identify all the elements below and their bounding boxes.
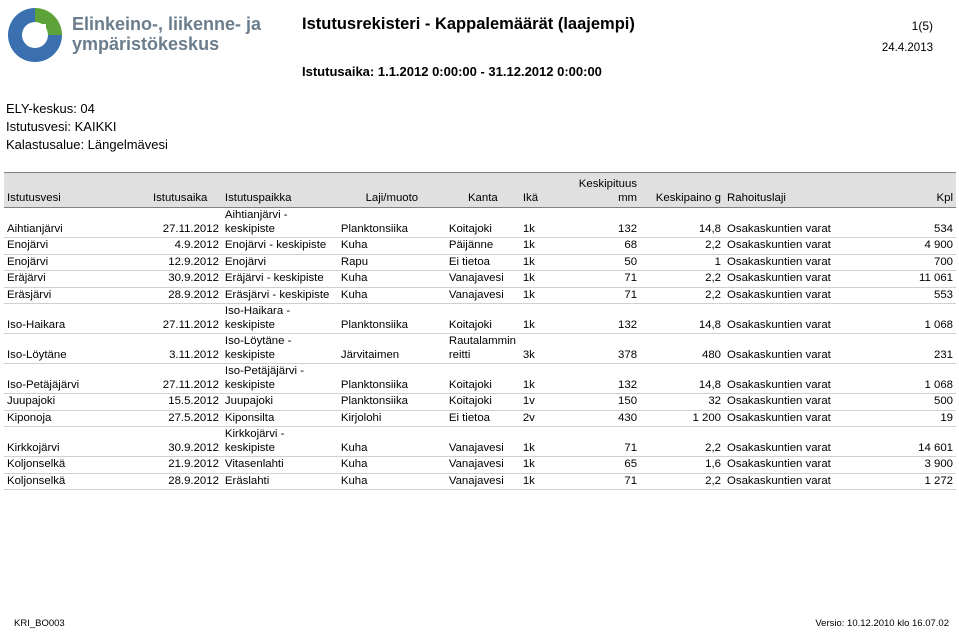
cell-istutuspaikka: Eräjärvi - keskipiste	[222, 271, 338, 288]
table-row	[4, 473, 956, 490]
cell-rahoituslaji: Osakaskuntien varat	[724, 208, 874, 238]
cell-keskipituus: 71	[576, 473, 640, 490]
cell-istutuspaikka: Iso-Haikara - keskipiste	[222, 304, 338, 334]
col-header-kanta: Kanta	[446, 173, 520, 208]
cell-kpl: 1 068	[874, 304, 956, 334]
table-header-row	[4, 173, 956, 208]
cell-istutusvesi: Koljonselkä	[4, 457, 150, 474]
cell-kanta: Päijänne	[446, 238, 520, 255]
cell-keskipaino: 14,8	[640, 364, 724, 394]
cell-rahoituslaji: Osakaskuntien varat	[724, 271, 874, 288]
table-row	[4, 334, 956, 364]
cell-keskipituus: 132	[576, 304, 640, 334]
cell-istutusaika: 30.9.2012	[150, 271, 222, 288]
cell-ika: 1v	[520, 394, 576, 411]
cell-kanta: Koitajoki	[446, 364, 520, 394]
cell-keskipituus: 65	[576, 457, 640, 474]
cell-keskipituus: 71	[576, 287, 640, 304]
cell-kpl: 1 272	[874, 473, 956, 490]
cell-kpl: 14 601	[874, 427, 956, 457]
cell-ika: 1k	[520, 271, 576, 288]
cell-istutusaika: 27.11.2012	[150, 304, 222, 334]
cell-kanta: Vanajavesi	[446, 457, 520, 474]
cell-kanta: Koitajoki	[446, 394, 520, 411]
cell-rahoituslaji: Osakaskuntien varat	[724, 287, 874, 304]
cell-rahoituslaji: Osakaskuntien varat	[724, 238, 874, 255]
cell-istutuspaikka: Eräsjärvi - keskipiste	[222, 287, 338, 304]
filter-ely: ELY-keskus: 04	[6, 101, 95, 116]
cell-keskipituus: 71	[576, 271, 640, 288]
cell-kpl: 553	[874, 287, 956, 304]
cell-keskipituus: 378	[576, 334, 640, 364]
cell-istutusvesi: Enojärvi	[4, 238, 150, 255]
report-title: Istutusrekisteri - Kappalemäärät (laajempi)	[302, 15, 635, 33]
cell-istutusaika: 27.11.2012	[150, 208, 222, 238]
table-row	[4, 364, 956, 394]
cell-laji: Planktonsiika	[338, 304, 446, 334]
table-row	[4, 238, 956, 255]
cell-istutusaika: 28.9.2012	[150, 473, 222, 490]
table-row	[4, 271, 956, 288]
cell-istutuspaikka: Kirkkojärvi - keskipiste	[222, 427, 338, 457]
cell-rahoituslaji: Osakaskuntien varat	[724, 394, 874, 411]
cell-istutusvesi: Koljonselkä	[4, 473, 150, 490]
cell-kanta: Rautalammin reitti	[446, 334, 520, 364]
cell-keskipaino: 1 200	[640, 410, 724, 427]
cell-ika: 1k	[520, 287, 576, 304]
cell-kpl: 700	[874, 254, 956, 271]
cell-istutusvesi: Aihtianjärvi	[4, 208, 150, 238]
ely-logo	[4, 4, 262, 66]
cell-istutuspaikka: Eräslahti	[222, 473, 338, 490]
cell-istutusvesi: Kirkkojärvi	[4, 427, 150, 457]
cell-kpl: 11 061	[874, 271, 956, 288]
col-header-ika: Ikä	[520, 173, 576, 208]
table-row	[4, 208, 956, 238]
cell-laji: Rapu	[338, 254, 446, 271]
cell-laji: Planktonsiika	[338, 364, 446, 394]
cell-kpl: 534	[874, 208, 956, 238]
cell-keskipaino: 14,8	[640, 208, 724, 238]
logo-line-1: Elinkeino-, liikenne- ja	[72, 14, 262, 34]
cell-kanta: Vanajavesi	[446, 427, 520, 457]
cell-istutusaika: 30.9.2012	[150, 427, 222, 457]
cell-istutusaika: 21.9.2012	[150, 457, 222, 474]
cell-rahoituslaji: Osakaskuntien varat	[724, 364, 874, 394]
cell-keskipituus: 430	[576, 410, 640, 427]
cell-kpl: 1 068	[874, 364, 956, 394]
table-row	[4, 304, 956, 334]
cell-kpl: 19	[874, 410, 956, 427]
cell-keskipituus: 150	[576, 394, 640, 411]
col-header-kpl: Kpl	[874, 173, 956, 208]
cell-istutuspaikka: Aihtianjärvi - keskipiste	[222, 208, 338, 238]
cell-keskipaino: 1	[640, 254, 724, 271]
cell-rahoituslaji: Osakaskuntien varat	[724, 254, 874, 271]
cell-kanta: Vanajavesi	[446, 271, 520, 288]
cell-rahoituslaji: Osakaskuntien varat	[724, 427, 874, 457]
cell-istutusaika: 12.9.2012	[150, 254, 222, 271]
cell-laji: Kuha	[338, 473, 446, 490]
cell-rahoituslaji: Osakaskuntien varat	[724, 473, 874, 490]
cell-kanta: Ei tietoa	[446, 410, 520, 427]
page-number: 1(5)	[911, 19, 933, 33]
cell-ika: 2v	[520, 410, 576, 427]
cell-laji: Planktonsiika	[338, 394, 446, 411]
cell-istutuspaikka: Juupajoki	[222, 394, 338, 411]
col-header-keskipaino: Keskipaino g	[640, 173, 724, 208]
col-header-keskipituus: Keskipituus mm	[576, 173, 640, 208]
col-header-istutusaika: Istutusaika	[150, 173, 222, 208]
cell-istutusaika: 4.9.2012	[150, 238, 222, 255]
cell-ika: 1k	[520, 364, 576, 394]
cell-keskipaino: 1,6	[640, 457, 724, 474]
cell-laji: Kuha	[338, 457, 446, 474]
cell-ika: 1k	[520, 254, 576, 271]
cell-kpl: 500	[874, 394, 956, 411]
cell-istutuspaikka: Enojärvi - keskipiste	[222, 238, 338, 255]
cell-laji: Kuha	[338, 427, 446, 457]
ely-logo-text	[72, 14, 261, 54]
cell-keskipaino: 2,2	[640, 238, 724, 255]
report-period: Istutusaika: 1.1.2012 0:00:00 - 31.12.2012 0:00:00	[302, 64, 602, 79]
report-version: Versio: 10.12.2010 klo 16.07.02	[815, 618, 949, 629]
cell-keskipaino: 2,2	[640, 287, 724, 304]
cell-kanta: Vanajavesi	[446, 473, 520, 490]
cell-keskipaino: 32	[640, 394, 724, 411]
cell-laji: Planktonsiika	[338, 208, 446, 238]
cell-kanta: Vanajavesi	[446, 287, 520, 304]
col-header-istutuspaikka: Istutuspaikka	[222, 173, 338, 208]
col-header-istutusvesi: Istutusvesi	[4, 173, 150, 208]
cell-istutusaika: 15.5.2012	[150, 394, 222, 411]
filter-istutusvesi: Istutusvesi: KAIKKI	[6, 119, 117, 134]
cell-laji: Kuha	[338, 238, 446, 255]
table-row	[4, 254, 956, 271]
cell-istutusvesi: Enojärvi	[4, 254, 150, 271]
report-code: KRI_BO003	[14, 618, 65, 629]
table-row	[4, 410, 956, 427]
cell-istutusaika: 27.5.2012	[150, 410, 222, 427]
cell-istutusvesi: Iso-Löytäne	[4, 334, 150, 364]
cell-keskipaino: 2,2	[640, 271, 724, 288]
cell-rahoituslaji: Osakaskuntien varat	[724, 410, 874, 427]
cell-istutusvesi: Eräjärvi	[4, 271, 150, 288]
cell-istutusaika: 27.11.2012	[150, 364, 222, 394]
cell-istutuspaikka: Kiponsilta	[222, 410, 338, 427]
cell-istutusaika: 3.11.2012	[150, 334, 222, 364]
ely-logo-mark-icon	[4, 4, 66, 66]
cell-ika: 1k	[520, 427, 576, 457]
table-row	[4, 457, 956, 474]
cell-ika: 1k	[520, 457, 576, 474]
table-row	[4, 427, 956, 457]
cell-kpl: 3 900	[874, 457, 956, 474]
cell-ika: 1k	[520, 208, 576, 238]
cell-keskipituus: 71	[576, 427, 640, 457]
cell-kanta: Koitajoki	[446, 304, 520, 334]
cell-keskipaino: 480	[640, 334, 724, 364]
cell-laji: Kirjolohi	[338, 410, 446, 427]
cell-istutusvesi: Eräsjärvi	[4, 287, 150, 304]
cell-keskipaino: 14,8	[640, 304, 724, 334]
table-row	[4, 287, 956, 304]
table-body	[4, 208, 956, 490]
cell-kpl: 231	[874, 334, 956, 364]
cell-kpl: 4 900	[874, 238, 956, 255]
filter-kalastusalue: Kalastusalue: Längelmävesi	[6, 137, 168, 152]
cell-istutuspaikka: Iso-Petäjäjärvi - keskipiste	[222, 364, 338, 394]
cell-keskipituus: 132	[576, 364, 640, 394]
cell-laji: Kuha	[338, 287, 446, 304]
cell-istutusvesi: Juupajoki	[4, 394, 150, 411]
col-header-rahoituslaji: Rahoituslaji	[724, 173, 874, 208]
cell-ika: 1k	[520, 238, 576, 255]
table-row	[4, 394, 956, 411]
cell-rahoituslaji: Osakaskuntien varat	[724, 457, 874, 474]
cell-keskipaino: 2,2	[640, 473, 724, 490]
cell-ika: 3k	[520, 334, 576, 364]
cell-keskipituus: 132	[576, 208, 640, 238]
cell-keskipituus: 50	[576, 254, 640, 271]
cell-istutuspaikka: Iso-Löytäne - keskipiste	[222, 334, 338, 364]
cell-kanta: Koitajoki	[446, 208, 520, 238]
cell-ika: 1k	[520, 304, 576, 334]
cell-istutusvesi: Kiponoja	[4, 410, 150, 427]
cell-keskipituus: 68	[576, 238, 640, 255]
cell-istutuspaikka: Enojärvi	[222, 254, 338, 271]
col-header-laji: Laji/muoto	[338, 173, 446, 208]
cell-kanta: Ei tietoa	[446, 254, 520, 271]
cell-istutusvesi: Iso-Petäjäjärvi	[4, 364, 150, 394]
cell-rahoituslaji: Osakaskuntien varat	[724, 334, 874, 364]
cell-istutusvesi: Iso-Haikara	[4, 304, 150, 334]
cell-istutuspaikka: Vitasenlahti	[222, 457, 338, 474]
planting-table	[4, 172, 956, 490]
logo-line-2: ympäristökeskus	[72, 34, 220, 54]
report-date: 24.4.2013	[881, 42, 933, 54]
cell-ika: 1k	[520, 473, 576, 490]
cell-rahoituslaji: Osakaskuntien varat	[724, 304, 874, 334]
cell-istutusaika: 28.9.2012	[150, 287, 222, 304]
cell-keskipaino: 2,2	[640, 427, 724, 457]
cell-laji: Järvitaimen	[338, 334, 446, 364]
cell-laji: Kuha	[338, 271, 446, 288]
